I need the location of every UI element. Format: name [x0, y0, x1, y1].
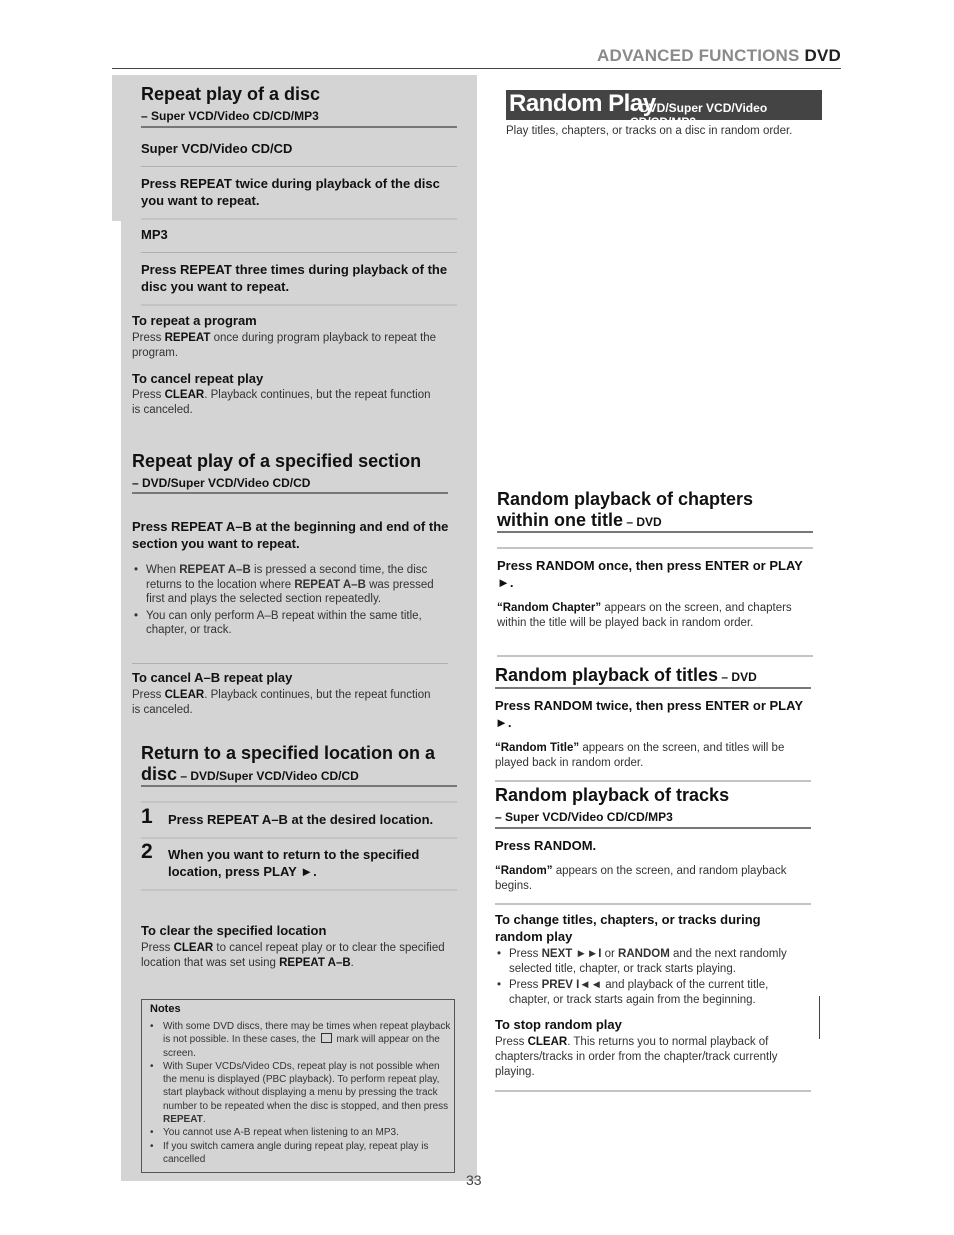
divider	[495, 1090, 811, 1092]
random-tracks-heading: Random playback of tracks	[495, 785, 730, 805]
random-play-subtitle: – DVD/Super VCD/Video CD/CD/MP3	[630, 101, 768, 129]
random-titles-step: Press RANDOM twice, then press ENTER or PLAY ►.	[495, 698, 803, 730]
heading-rule	[141, 785, 457, 787]
divider	[141, 889, 457, 891]
list-item: • When REPEAT A–B is pressed a second time, the disc returns to the location where REPEAT A–B was pressed first and plays the selected section repeatedly.	[146, 563, 452, 607]
random-play-banner	[506, 90, 822, 129]
list-item: • With some DVD discs, there may be times when repeat playback is not possible. In these cases, the mark will appear on the screen.	[163, 1020, 453, 1060]
divider	[141, 837, 457, 839]
divider	[497, 655, 813, 657]
heading-rule	[132, 492, 448, 494]
divider	[495, 903, 811, 905]
cancel-ab-text: Press CLEAR. Playback continues, but the repeat function is canceled.	[132, 689, 431, 716]
random-play-title: Random Play	[509, 90, 656, 117]
mp3-label: MP3	[141, 227, 168, 242]
heading-rule	[495, 687, 811, 689]
cancel-ab-heading: To cancel A–B repeat play	[132, 670, 293, 685]
repeat-section-subtitle: – DVD/Super VCD/Video CD/CD	[132, 476, 311, 490]
random-play-desc: Play titles, chapters, or tracks on a disc in random order.	[506, 125, 793, 137]
clear-location-heading: To clear the specified location	[141, 923, 327, 938]
repeat-section-heading: Repeat play of a specified section	[132, 451, 422, 471]
repeat-disc-heading: Repeat play of a disc	[141, 84, 321, 104]
list-item: • Press NEXT ►►I or RANDOM and the next randomly selected title, chapter, or track starts playing.	[509, 947, 811, 976]
repeat-program-heading: To repeat a program	[132, 313, 257, 328]
panel-edge	[112, 221, 121, 1181]
divider	[141, 801, 457, 803]
header-rule	[112, 68, 841, 69]
random-titles-heading: Random playback of titles – DVD	[495, 665, 757, 685]
return-location-heading: Return to a specified location on a disc – DVD/Super VCD/Video CD/CD	[141, 743, 436, 784]
random-titles-desc: “Random Title” appears on the screen, and titles will be played back in random order.	[495, 742, 785, 769]
section-header: ADVANCED FUNCTIONS DVD	[597, 46, 841, 65]
repeat-section-step: Press REPEAT A–B at the beginning and end of the section you want to repeat.	[132, 519, 449, 551]
list-item: • With Super VCDs/Video CDs, repeat play is not possible when the menu is displayed (PBC playback). To perform repeat play, start playback without displaying a menu by pressing the track number to be repeated when the disc is stopped, and then press REPEAT.	[163, 1060, 453, 1126]
random-tracks-desc: “Random” appears on the screen, and random playback begins.	[495, 865, 787, 892]
random-chapters-desc: “Random Chapter” appears on the screen, and chapters within the title will be played back in random order.	[497, 602, 792, 629]
divider	[132, 663, 448, 664]
stop-random-text: Press CLEAR. This returns you to normal playback of chapters/tracks in order from the chapter/track currently playing.	[495, 1036, 778, 1078]
divider	[141, 218, 457, 220]
heading-rule	[495, 827, 811, 829]
heading-rule	[497, 531, 813, 533]
cancel-repeat-heading: To cancel repeat play	[132, 371, 264, 386]
svcd-label: Super VCD/Video CD/CD	[141, 141, 293, 156]
margin-mark	[819, 996, 820, 1039]
list-item: • If you switch camera angle during repeat play, repeat play is cancelled	[163, 1140, 453, 1167]
notes-box	[141, 999, 455, 1173]
list-item: • You can only perform A–B repeat within the same title, chapter, or track.	[146, 609, 452, 638]
heading-rule	[141, 126, 457, 128]
repeat-disc-subtitle: – Super VCD/Video CD/CD/MP3	[141, 109, 319, 123]
notes-list	[142, 1020, 453, 1166]
divider	[141, 166, 457, 167]
return-step-1: Press REPEAT A–B at the desired location.	[168, 812, 434, 827]
svcd-step: Press REPEAT twice during playback of the disc you want to repeat.	[141, 176, 440, 208]
divider	[495, 780, 811, 782]
divider	[497, 547, 813, 549]
step-number: 1	[141, 805, 153, 828]
repeat-program-text: Press REPEAT once during program playback to repeat the program.	[132, 332, 437, 359]
divider	[141, 304, 457, 306]
random-chapters-step: Press RANDOM once, then press ENTER or PLAY ►.	[497, 558, 803, 590]
repeat-section-bullets	[132, 563, 452, 640]
page-number: 33	[466, 1172, 482, 1188]
cancel-repeat-text: Press CLEAR. Playback continues, but the repeat function is canceled.	[132, 389, 431, 416]
step-number: 2	[141, 840, 153, 863]
list-item: • Press PREV I◄◄ and playback of the current title, chapter, or track starts again from the beginning.	[509, 978, 811, 1007]
random-chapters-heading: Random playback of chapters within one title – DVD	[497, 489, 754, 530]
list-item: • You cannot use A-B repeat when listening to an MP3.	[163, 1126, 453, 1139]
stop-random-heading: To stop random play	[495, 1017, 622, 1032]
change-random-heading: To change titles, chapters, or tracks during random play	[495, 912, 761, 944]
divider	[141, 252, 457, 253]
random-tracks-step: Press RANDOM.	[495, 838, 597, 853]
mp3-step: Press REPEAT three times during playback of the disc you want to repeat.	[141, 262, 448, 294]
random-tracks-subtitle: – Super VCD/Video CD/CD/MP3	[495, 810, 673, 824]
return-step-2: When you want to return to the specified location, press PLAY ►.	[168, 847, 420, 879]
change-random-bullets	[495, 947, 811, 1009]
prohibited-mark-icon	[321, 1033, 332, 1043]
notes-title: Notes	[150, 1003, 181, 1015]
clear-location-text: Press CLEAR to cancel repeat play or to clear the specified location that was set using REPEAT A–B.	[141, 942, 445, 969]
